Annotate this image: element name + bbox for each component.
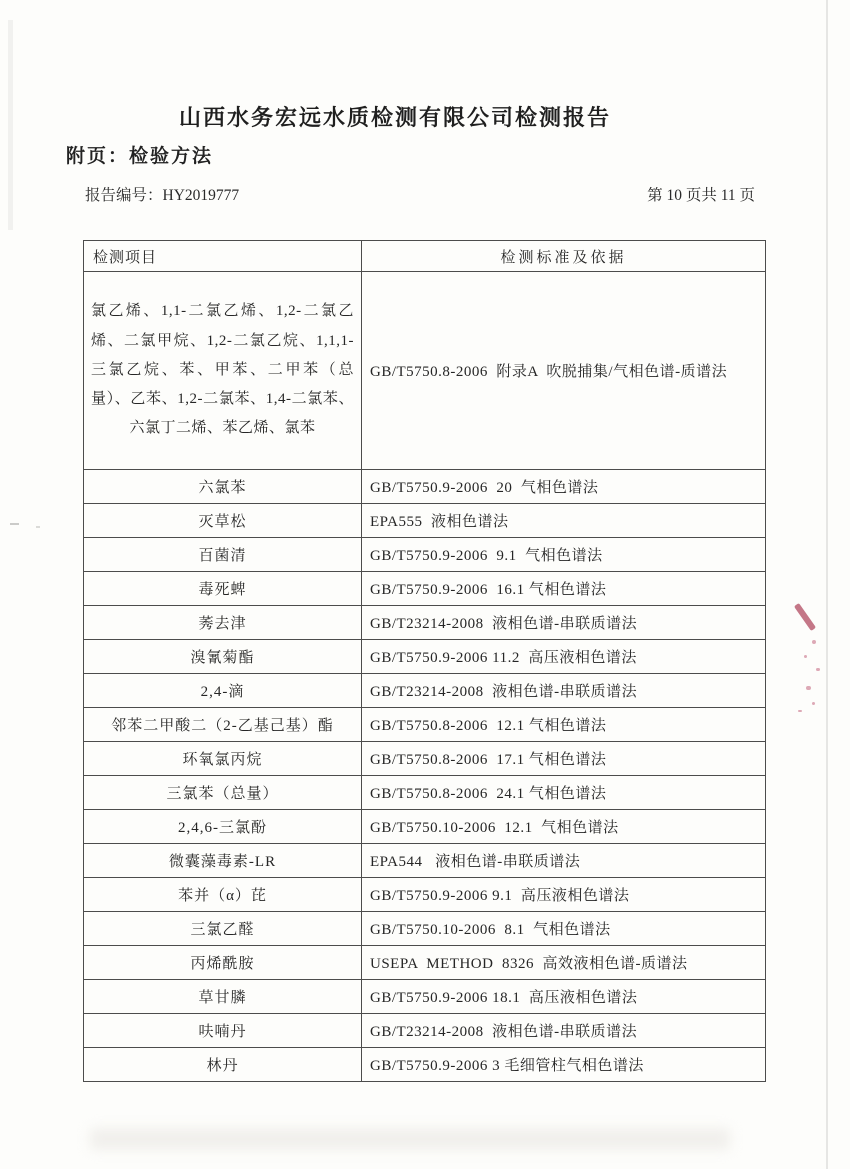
table-row bbox=[84, 1048, 766, 1082]
table-row bbox=[84, 878, 766, 912]
table-row bbox=[84, 640, 766, 674]
item-cell: 毒死蜱 bbox=[84, 572, 362, 606]
standard-cell: GB/T5750.8-2006 24.1 气相色谱法 bbox=[362, 776, 766, 810]
ink-bleed-ghost bbox=[90, 1128, 730, 1150]
appendix-label: 附页：检验方法 bbox=[66, 146, 214, 167]
item-cell: 2,4,6-三氯酚 bbox=[84, 810, 362, 844]
table-row bbox=[84, 742, 766, 776]
table-row bbox=[84, 980, 766, 1014]
table-row bbox=[84, 1014, 766, 1048]
table-row bbox=[84, 708, 766, 742]
scan-speck bbox=[10, 523, 19, 525]
column-header-item: 检测项目 bbox=[84, 241, 362, 272]
item-cell: 呋喃丹 bbox=[84, 1014, 362, 1048]
standard-cell: GB/T5750.9-2006 11.2 高压液相色谱法 bbox=[362, 640, 766, 674]
red-ink-speck bbox=[804, 655, 807, 658]
meta-line bbox=[85, 183, 755, 205]
table-row bbox=[84, 606, 766, 640]
table-row bbox=[84, 470, 766, 504]
item-cell: 溴氰菊酯 bbox=[84, 640, 362, 674]
scan-speck bbox=[36, 526, 40, 528]
standard-cell: GB/T5750.9-2006 9.1 气相色谱法 bbox=[362, 538, 766, 572]
table-row bbox=[84, 810, 766, 844]
red-ink-speck bbox=[812, 640, 816, 644]
item-cell: 百菌清 bbox=[84, 538, 362, 572]
item-cell: 林丹 bbox=[84, 1048, 362, 1082]
red-ink-mark bbox=[794, 603, 816, 631]
standard-cell: EPA544 液相色谱-串联质谱法 bbox=[362, 844, 766, 878]
item-cell: 草甘膦 bbox=[84, 980, 362, 1014]
item-cell: 邻苯二甲酸二（2-乙基己基）酯 bbox=[84, 708, 362, 742]
item-cell: 三氯苯（总量） bbox=[84, 776, 362, 810]
table-row bbox=[84, 538, 766, 572]
table-row bbox=[84, 776, 766, 810]
red-ink-speck bbox=[806, 686, 811, 690]
standard-cell: GB/T5750.8-2006 附录A 吹脱捕集/气相色谱-质谱法 bbox=[362, 272, 766, 470]
table-row bbox=[84, 572, 766, 606]
column-header-standard: 检测标准及依据 bbox=[362, 241, 766, 272]
page-indicator: 第 10 页共 11 页 bbox=[647, 187, 755, 204]
item-cell: 微囊藻毒素-LR bbox=[84, 844, 362, 878]
standard-cell: GB/T5750.10-2006 12.1 气相色谱法 bbox=[362, 810, 766, 844]
item-cell: 环氧氯丙烷 bbox=[84, 742, 362, 776]
standard-cell: GB/T5750.9-2006 16.1 气相色谱法 bbox=[362, 572, 766, 606]
scan-edge-line bbox=[826, 0, 828, 1169]
item-cell: 莠去津 bbox=[84, 606, 362, 640]
table-header-row bbox=[84, 241, 766, 272]
red-ink-speck bbox=[812, 702, 815, 705]
table-row bbox=[84, 504, 766, 538]
standard-cell: USEPA METHOD 8326 高效液相色谱-质谱法 bbox=[362, 946, 766, 980]
standard-cell: GB/T5750.10-2006 8.1 气相色谱法 bbox=[362, 912, 766, 946]
methods-table bbox=[83, 240, 766, 1082]
table-row bbox=[84, 912, 766, 946]
item-cell: 苯并（α）芘 bbox=[84, 878, 362, 912]
red-ink-speck bbox=[798, 710, 802, 712]
standard-cell: GB/T23214-2008 液相色谱-串联质谱法 bbox=[362, 674, 766, 708]
red-ink-speck bbox=[816, 668, 820, 671]
standard-cell: GB/T5750.8-2006 12.1 气相色谱法 bbox=[362, 708, 766, 742]
table-row bbox=[84, 844, 766, 878]
standard-cell: GB/T23214-2008 液相色谱-串联质谱法 bbox=[362, 606, 766, 640]
item-cell: 2,4-滴 bbox=[84, 674, 362, 708]
item-cell: 六氯苯 bbox=[84, 470, 362, 504]
standard-cell: GB/T5750.9-2006 9.1 高压液相色谱法 bbox=[362, 878, 766, 912]
standard-cell: GB/T5750.9-2006 3 毛细管柱气相色谱法 bbox=[362, 1048, 766, 1082]
table-row bbox=[84, 674, 766, 708]
table-row bbox=[84, 946, 766, 980]
standard-cell: GB/T5750.8-2006 17.1 气相色谱法 bbox=[362, 742, 766, 776]
item-cell: 三氯乙醛 bbox=[84, 912, 362, 946]
standard-cell: EPA555 液相色谱法 bbox=[362, 504, 766, 538]
standard-cell: GB/T23214-2008 液相色谱-串联质谱法 bbox=[362, 1014, 766, 1048]
item-cell: 氯乙烯、1,1-二氯乙烯、1,2-二氯乙烯、二氯甲烷、1,2-二氯乙烷、1,1,1-三氯乙烷、苯、甲苯、二甲苯（总量）、乙苯、1,2-二氯苯、1,4-二氯苯、六氯丁二烯、苯乙烯、氯苯 bbox=[84, 272, 362, 470]
item-cell: 丙烯酰胺 bbox=[84, 946, 362, 980]
table-row bbox=[84, 272, 766, 470]
report-number: 报告编号：HY2019777 bbox=[85, 187, 240, 204]
standard-cell: GB/T5750.9-2006 20 气相色谱法 bbox=[362, 470, 766, 504]
standard-cell: GB/T5750.9-2006 18.1 高压液相色谱法 bbox=[362, 980, 766, 1014]
item-cell: 灭草松 bbox=[84, 504, 362, 538]
page-title: 山西水务宏远水质检测有限公司检测报告 bbox=[178, 105, 611, 130]
scan-streak-artifact bbox=[8, 20, 13, 230]
